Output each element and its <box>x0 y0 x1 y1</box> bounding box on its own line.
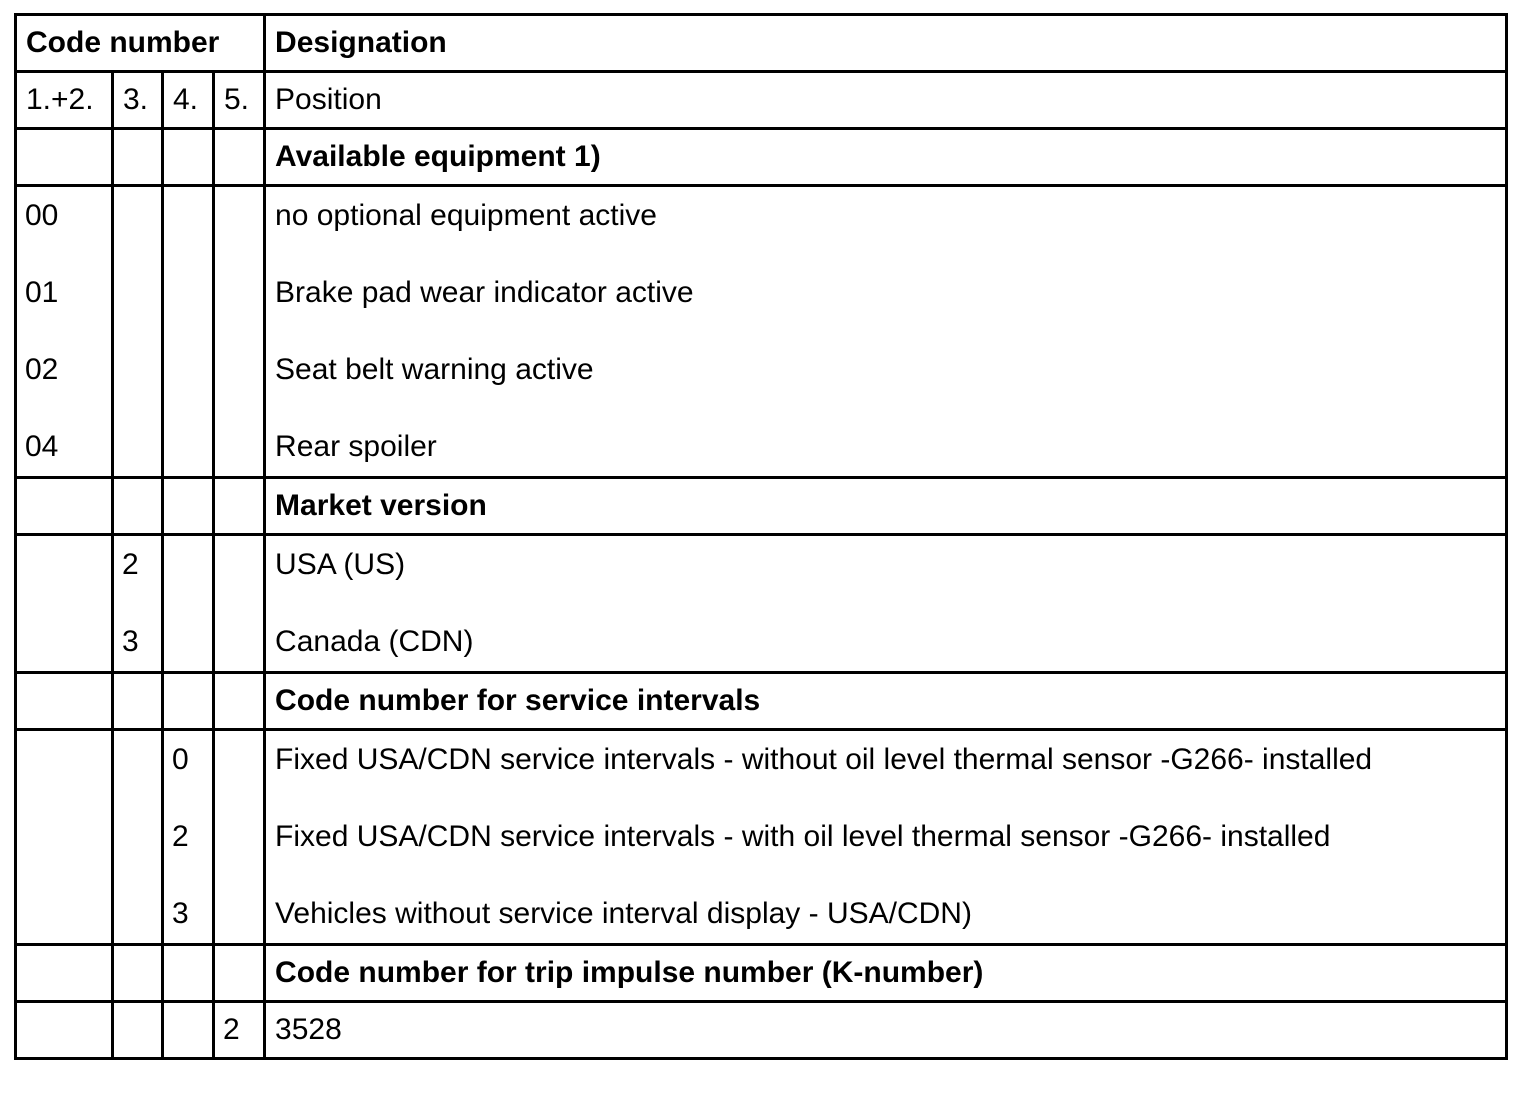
market-version-title: Market version <box>265 478 1507 535</box>
list-item-code: 3 <box>172 897 189 930</box>
header-designation: Designation <box>265 15 1507 72</box>
list-item-text: Fixed USA/CDN service intervals - without oil level thermal sensor -G266- installed <box>275 743 1373 776</box>
list-item-text: no optional equipment active <box>275 199 657 232</box>
list-item-text: USA (US) <box>275 548 406 581</box>
list-item-code: 02 <box>25 353 59 386</box>
trip-impulse-title: Code number for trip impulse number (K-number) <box>265 945 1507 1002</box>
list-item-text: Canada (CDN) <box>275 625 474 658</box>
position-label: Position <box>265 72 1507 129</box>
list-item-code: 01 <box>25 276 59 309</box>
section-title-row <box>16 673 1507 730</box>
list-item-code: 2 <box>172 820 189 853</box>
service-intervals-texts <box>265 730 1507 945</box>
list-item-text: Rear spoiler <box>275 430 437 463</box>
trip-impulse-value: 3528 <box>265 1002 1507 1059</box>
list-item-code: 00 <box>25 199 59 232</box>
market-version-codes <box>113 535 163 673</box>
available-equipment-texts <box>265 186 1507 478</box>
market-version-group <box>16 535 1507 673</box>
position-col-3: 3. <box>113 72 163 129</box>
market-version-texts <box>265 535 1507 673</box>
list-item-text: Vehicles without service interval display - USA/CDN) <box>275 897 972 930</box>
available-equipment-codes <box>16 186 113 478</box>
service-intervals-codes <box>163 730 214 945</box>
code-number-table <box>14 13 1508 1060</box>
position-col-5: 5. <box>214 72 265 129</box>
available-equipment-group <box>16 186 1507 478</box>
section-title-row <box>16 478 1507 535</box>
section-title-row <box>16 945 1507 1002</box>
table-header-row <box>16 15 1507 72</box>
position-row <box>16 72 1507 129</box>
service-intervals-title: Code number for service intervals <box>265 673 1507 730</box>
list-item-text: Brake pad wear indicator active <box>275 276 694 309</box>
list-item-text: Fixed USA/CDN service intervals - with oil level thermal sensor -G266- installed <box>275 820 1331 853</box>
list-item-code: 04 <box>25 430 59 463</box>
position-col-4: 4. <box>163 72 214 129</box>
position-col-1-2: 1.+2. <box>16 72 113 129</box>
list-item-text: Seat belt warning active <box>275 353 594 386</box>
section-title-row <box>16 129 1507 186</box>
list-item-code: 0 <box>172 743 189 776</box>
header-code-number: Code number <box>16 15 265 72</box>
list-item-code: 3 <box>122 625 139 658</box>
trip-impulse-code: 2 <box>214 1002 265 1059</box>
service-intervals-group <box>16 730 1507 945</box>
list-item-code: 2 <box>122 548 139 581</box>
available-equipment-title: Available equipment 1) <box>265 129 1507 186</box>
trip-impulse-row <box>16 1002 1507 1059</box>
